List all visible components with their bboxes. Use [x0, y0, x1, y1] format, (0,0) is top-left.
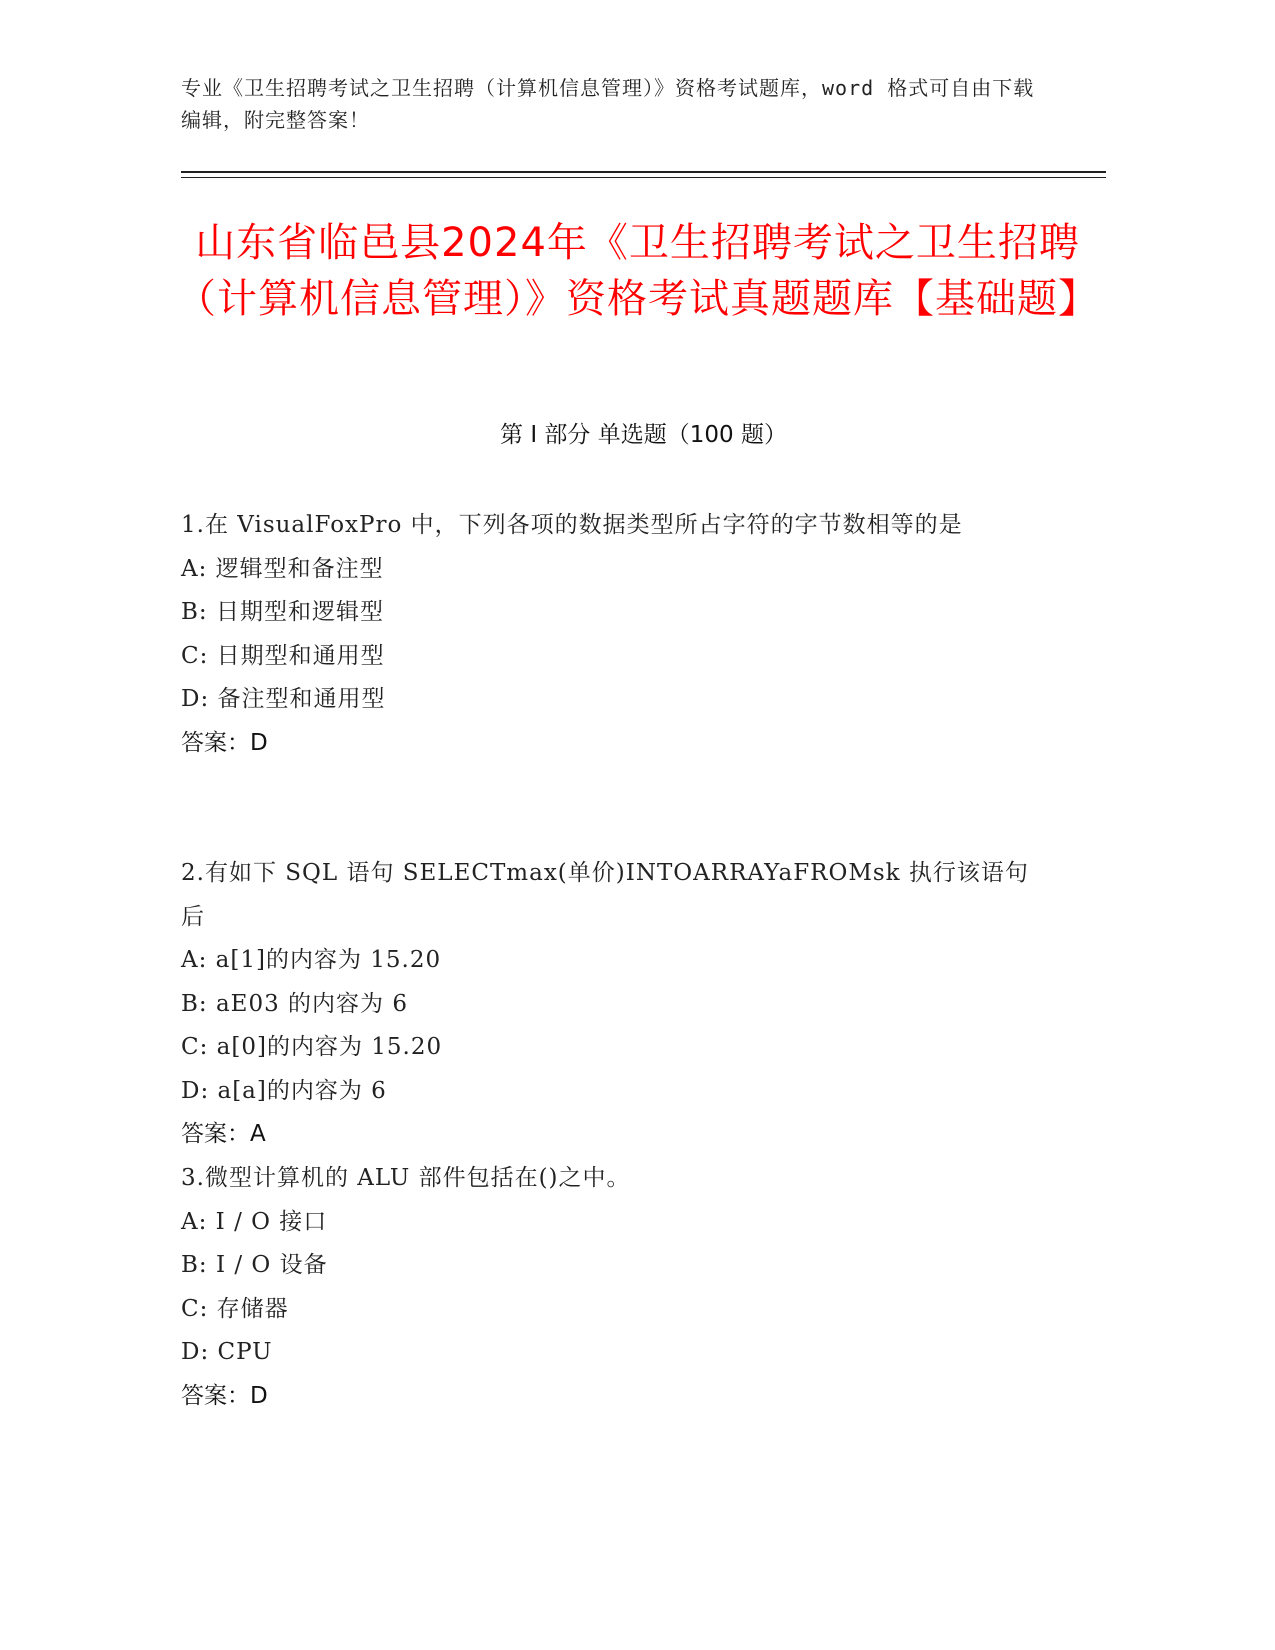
- option-d: D: a[a]的内容为 6: [181, 1077, 387, 1104]
- option-c: C: a[0]的内容为 15.20: [181, 1034, 443, 1060]
- header-divider-thin: [181, 177, 1106, 178]
- option-a: A: I / O 接口: [181, 1208, 328, 1235]
- document-title: 山东省临邑县2024年《卫生招聘考试之卫生招聘（计算机信息管理）》资格考试真题题库【基础题】: [176, 220, 1099, 322]
- option-b: B: I / O 设备: [181, 1252, 328, 1278]
- option-d: D: CPU: [181, 1339, 273, 1365]
- question-stem: 1.在 VisualFoxPro 中，下列各项的数据类型所占字符的字节数相等的是: [181, 512, 963, 538]
- header-note: 专业《卫生招聘考试之卫生招聘（计算机信息管理）》资格考试题库，word 格式可自由下载编辑，附完整答案！: [181, 76, 1035, 132]
- answer: 答案：D: [181, 729, 268, 756]
- header-divider-thick: [181, 171, 1106, 173]
- question-3: [181, 1157, 1051, 1418]
- answer: 答案：D: [181, 1382, 268, 1409]
- option-d: D: 备注型和通用型: [181, 686, 386, 712]
- section-title: 第 I 部分 单选题（100 题）: [500, 422, 787, 448]
- option-a: A: a[1]的内容为 15.20: [181, 947, 442, 973]
- option-b: B: 日期型和逻辑型: [181, 599, 384, 625]
- question-stem: 3.微型计算机的 ALU 部件包括在()之中。: [181, 1165, 631, 1191]
- question-stem: 2.有如下 SQL 语句 SELECTmax(单价)INTOARRAYaFROMsk 执行该语句后: [181, 860, 1029, 930]
- option-c: C: 存储器: [181, 1295, 289, 1322]
- question-2: [181, 852, 1051, 1157]
- answer: 答案：A: [181, 1121, 266, 1147]
- option-a: A: 逻辑型和备注型: [181, 555, 384, 582]
- option-b: B: aE03 的内容为 6: [181, 990, 408, 1017]
- option-c: C: 日期型和通用型: [181, 642, 385, 669]
- question-1: [181, 504, 1051, 765]
